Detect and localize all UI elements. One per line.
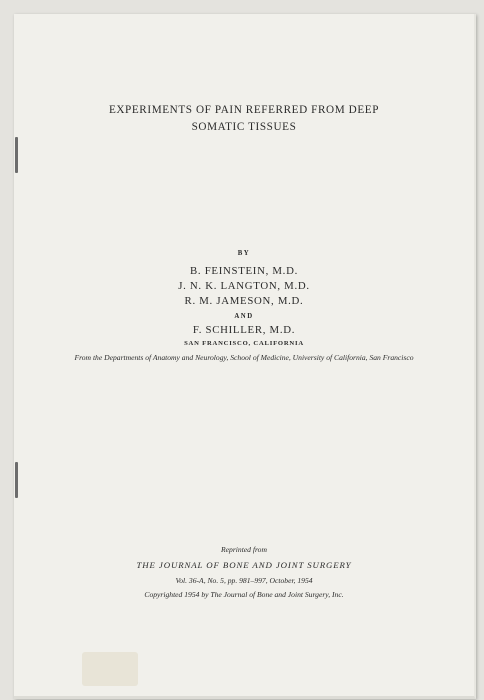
author-name: F. SCHILLER, M.D. bbox=[192, 324, 296, 336]
author-name: J. N. K. LANGTON, M.D. bbox=[178, 280, 310, 292]
reprint-label: Reprinted from bbox=[221, 545, 267, 554]
and-label: AND bbox=[234, 313, 254, 320]
copyright-line: Copyrighted 1954 by The Journal of Bone and Joint Surgery, Inc. bbox=[144, 590, 344, 599]
author-name: R. M. JAMESON, M.D. bbox=[184, 295, 304, 307]
by-label: BY bbox=[237, 250, 251, 257]
journal-name: THE JOURNAL OF BONE AND JOINT SURGERY bbox=[136, 560, 352, 570]
article-title-line-2: SOMATIC TISSUES bbox=[191, 121, 297, 133]
author-name: B. FEINSTEIN, M.D. bbox=[190, 265, 298, 277]
volume-info: Vol. 36-A, No. 5, pp. 981–997, October, 1954 bbox=[175, 576, 313, 585]
paper-stain bbox=[82, 652, 138, 686]
affiliation-line: From the Departments of Anatomy and Neurology, School of Medicine, University of California, San Francisco bbox=[74, 353, 414, 362]
staple-top bbox=[15, 137, 18, 173]
location-line: SAN FRANCISCO, CALIFORNIA bbox=[184, 340, 304, 347]
pamphlet-cover bbox=[14, 14, 476, 699]
staple-bottom bbox=[15, 462, 18, 498]
article-title bbox=[14, 102, 474, 136]
article-title-line-1: EXPERIMENTS OF PAIN REFERRED FROM DEEP bbox=[108, 104, 380, 116]
